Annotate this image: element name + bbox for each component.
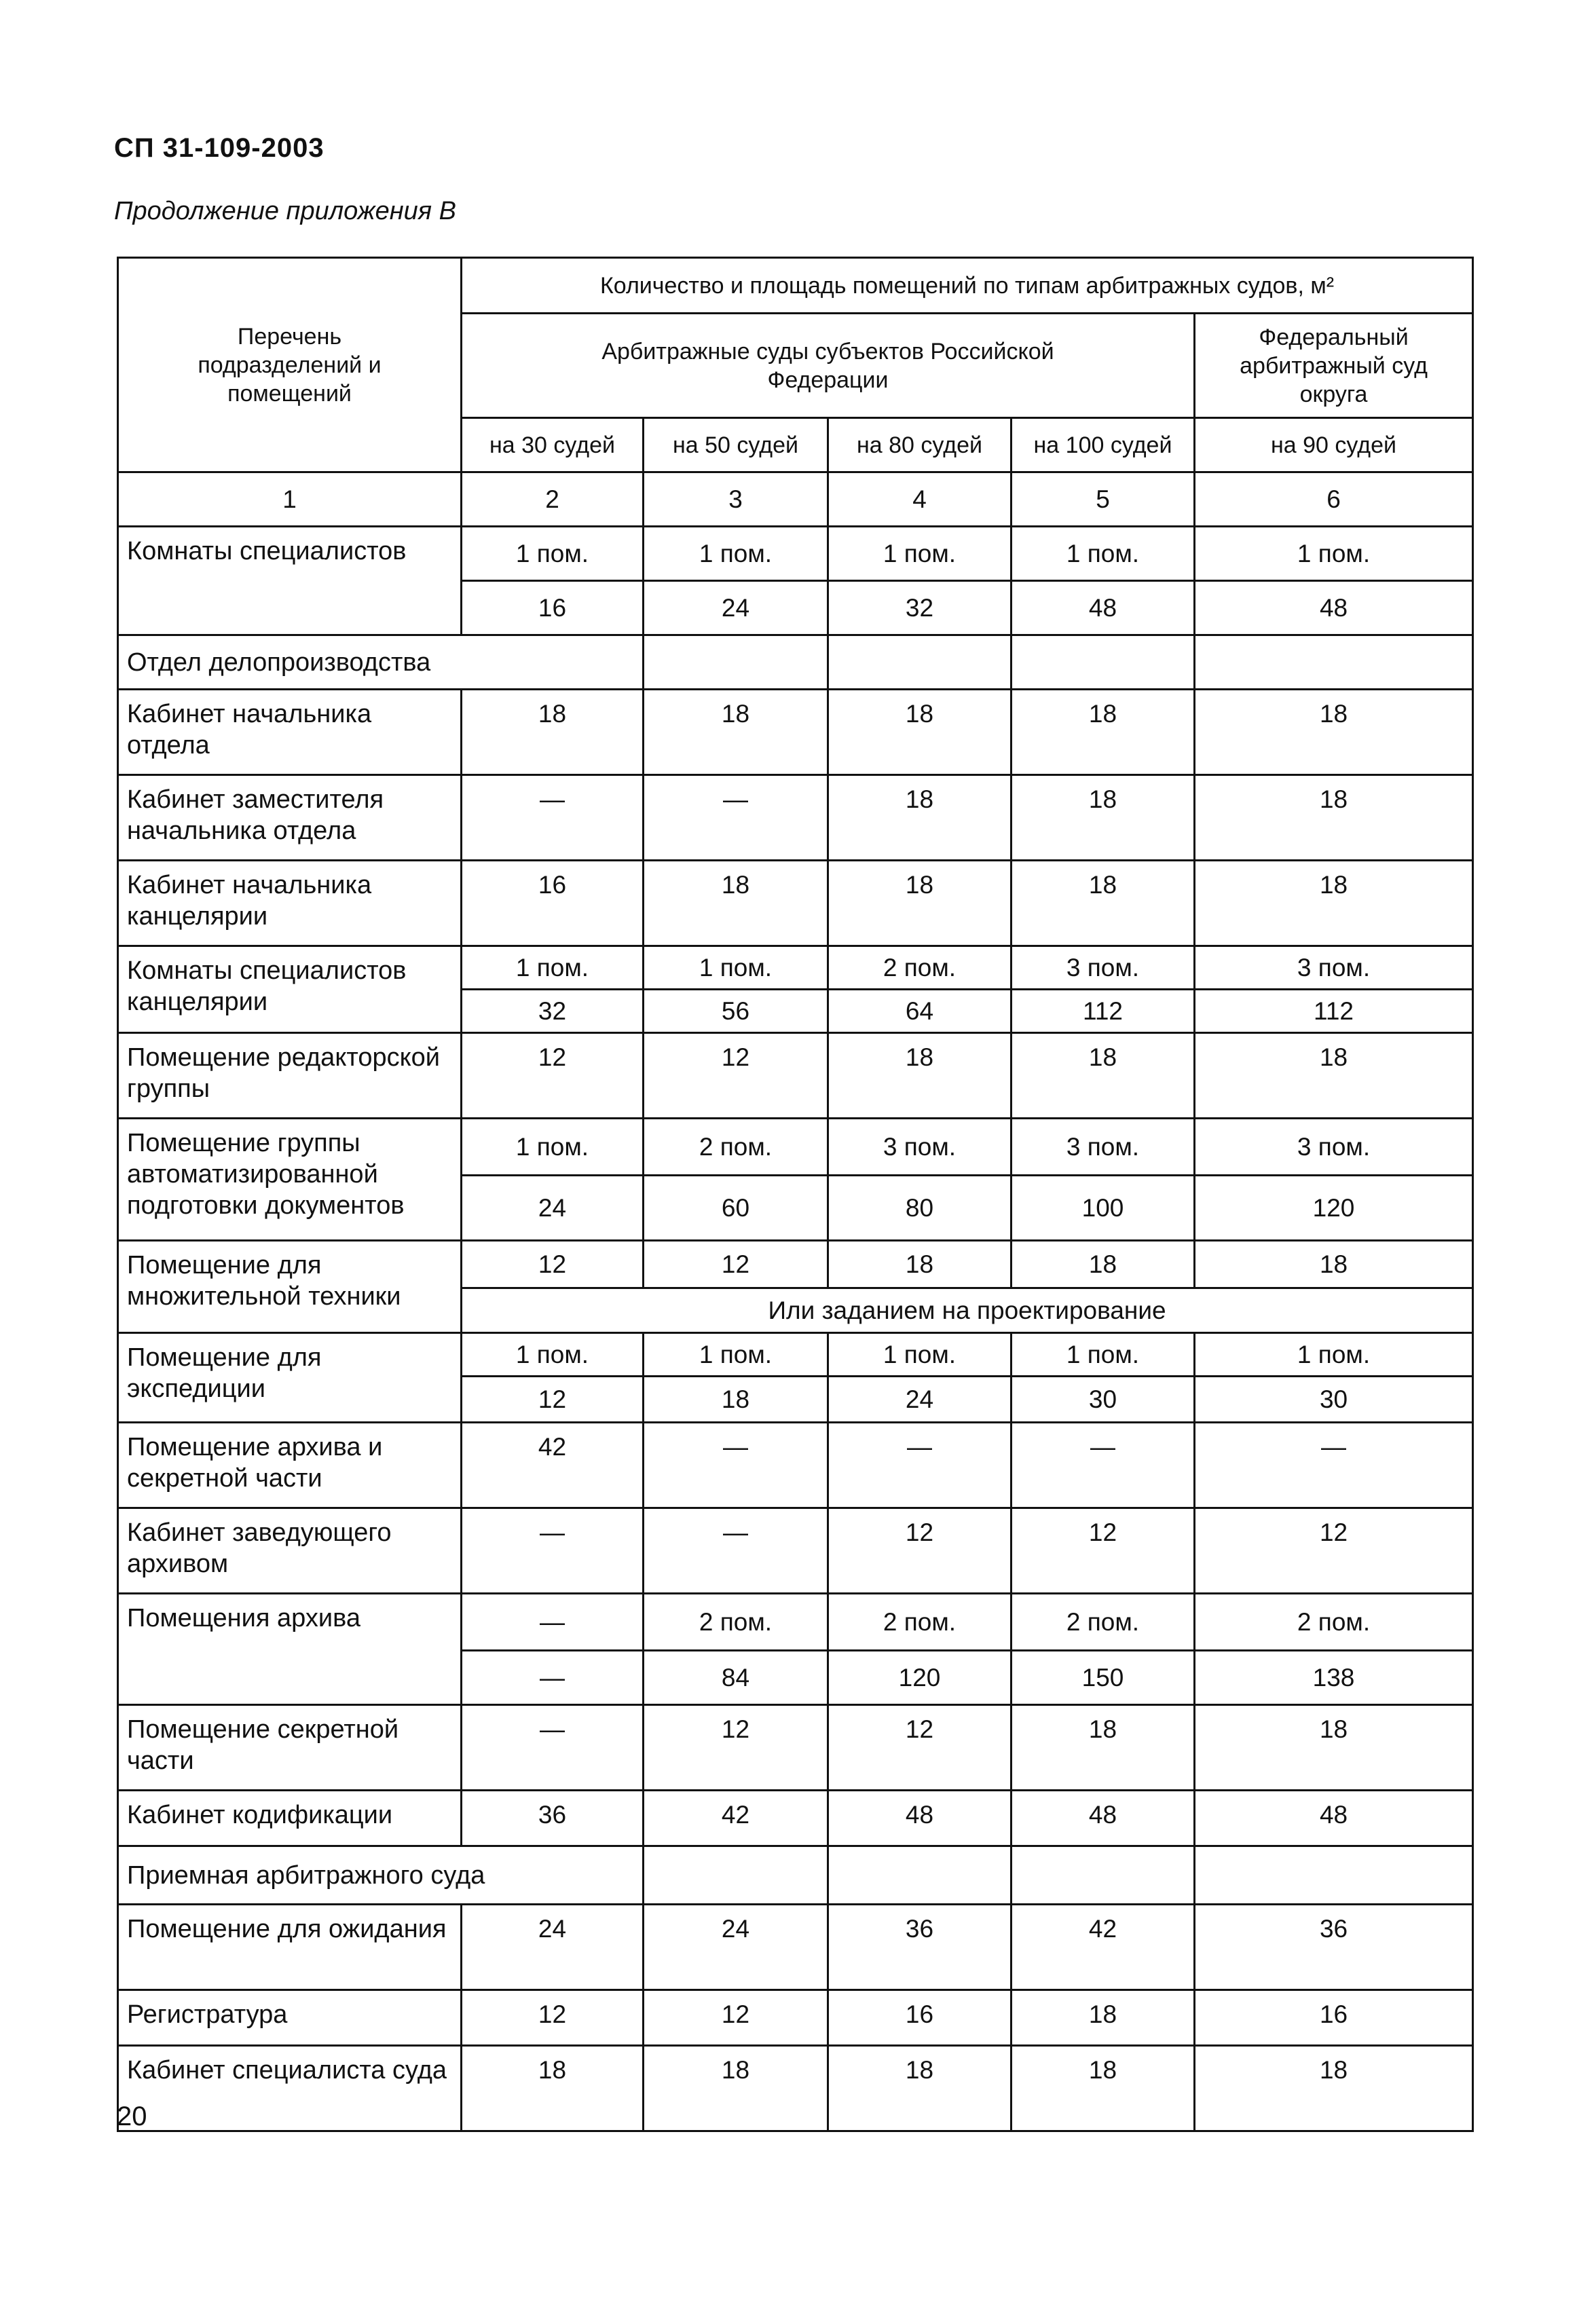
column-number-row bbox=[118, 472, 1473, 527]
table-row bbox=[118, 946, 1473, 990]
value-cell: 18 bbox=[644, 690, 828, 775]
value-cell: 138 bbox=[1195, 1651, 1473, 1705]
value-cell: 24 bbox=[644, 581, 828, 635]
value-cell: 18 bbox=[828, 2046, 1012, 2131]
value-cell: 32 bbox=[462, 990, 644, 1033]
value-cell: 60 bbox=[644, 1176, 828, 1241]
value-cell: 3 пом. bbox=[828, 1119, 1012, 1176]
value-cell: 12 bbox=[462, 1033, 644, 1119]
value-cell: 3 пом. bbox=[1195, 1119, 1473, 1176]
value-cell: 42 bbox=[1012, 1905, 1195, 1990]
table-row bbox=[118, 1119, 1473, 1176]
value-cell: 12 bbox=[644, 1990, 828, 2046]
room-name: Помещение редакторской группы bbox=[118, 1033, 462, 1119]
room-name: Регистратура bbox=[118, 1990, 462, 2046]
value-cell: 2 пом. bbox=[644, 1119, 828, 1176]
value-cell: 16 bbox=[828, 1990, 1012, 2046]
value-cell: — bbox=[644, 1508, 828, 1594]
value-cell: 3 пом. bbox=[1012, 1119, 1195, 1176]
value-cell: 12 bbox=[1195, 1508, 1473, 1594]
value-cell: 42 bbox=[644, 1791, 828, 1846]
value-cell: 24 bbox=[462, 1176, 644, 1241]
value-cell: 18 bbox=[1195, 861, 1473, 946]
value-cell: 12 bbox=[828, 1705, 1012, 1791]
value-cell: 12 bbox=[462, 1377, 644, 1423]
premises-table bbox=[117, 257, 1474, 2132]
value-cell: 18 bbox=[1012, 1033, 1195, 1119]
empty-cell bbox=[828, 1846, 1012, 1905]
empty-cell bbox=[1195, 1846, 1473, 1905]
col1-header: Перечень подразделений и помещений bbox=[118, 258, 462, 472]
empty-cell bbox=[1012, 1846, 1195, 1905]
document-code: СП 31-109-2003 bbox=[114, 133, 324, 163]
room-name: Комнаты специалистов канцелярии bbox=[118, 946, 462, 1033]
table-row bbox=[118, 1423, 1473, 1508]
value-cell: 3 пом. bbox=[1012, 946, 1195, 990]
value-cell: 12 bbox=[828, 1508, 1012, 1594]
room-name: Кабинет специалиста суда bbox=[118, 2046, 462, 2131]
value-cell: 2 пом. bbox=[1012, 1594, 1195, 1651]
value-cell: 24 bbox=[462, 1905, 644, 1990]
col-number: 4 bbox=[828, 472, 1012, 527]
empty-cell bbox=[1195, 635, 1473, 690]
value-cell: — bbox=[462, 775, 644, 861]
subheader-50: на 50 судей bbox=[644, 418, 828, 472]
room-name: Кабинет начальника канцелярии bbox=[118, 861, 462, 946]
col-number: 6 bbox=[1195, 472, 1473, 527]
value-cell: — bbox=[1195, 1423, 1473, 1508]
room-name: Помещение для ожидания bbox=[118, 1905, 462, 1990]
empty-cell bbox=[644, 635, 828, 690]
empty-cell bbox=[462, 1846, 644, 1905]
value-cell: 18 bbox=[1012, 2046, 1195, 2131]
value-cell: 16 bbox=[462, 581, 644, 635]
table-row bbox=[118, 1990, 1473, 2046]
value-cell: 84 bbox=[644, 1651, 828, 1705]
table-row bbox=[118, 527, 1473, 581]
value-cell: — bbox=[1012, 1423, 1195, 1508]
value-cell: 1 пом. bbox=[1195, 1333, 1473, 1377]
value-cell: 24 bbox=[828, 1377, 1012, 1423]
value-cell: 18 bbox=[644, 861, 828, 946]
value-cell: 42 bbox=[462, 1423, 644, 1508]
value-cell: 2 пом. bbox=[828, 1594, 1012, 1651]
value-cell: — bbox=[462, 1508, 644, 1594]
value-cell: 1 пом. bbox=[1012, 527, 1195, 581]
value-cell: 2 пом. bbox=[644, 1594, 828, 1651]
table-row bbox=[118, 1905, 1473, 1990]
subheader-90: на 90 судей bbox=[1195, 418, 1473, 472]
value-cell: 18 bbox=[1012, 690, 1195, 775]
room-name: Помещение группы автоматизированной подготовки документов bbox=[118, 1119, 462, 1241]
group-federal-header: Федеральный арбитражный суд округа bbox=[1195, 314, 1473, 418]
table-row bbox=[118, 690, 1473, 775]
room-name: Комнаты специалистов bbox=[118, 527, 462, 635]
value-cell: 18 bbox=[828, 861, 1012, 946]
value-cell: 32 bbox=[828, 581, 1012, 635]
value-cell: 18 bbox=[462, 2046, 644, 2131]
table-row bbox=[118, 1791, 1473, 1846]
value-cell: 36 bbox=[828, 1905, 1012, 1990]
value-cell: 18 bbox=[1195, 775, 1473, 861]
value-cell: 1 пом. bbox=[828, 1333, 1012, 1377]
section-title: Отдел делопроизводства bbox=[118, 635, 462, 690]
value-cell: 18 bbox=[1012, 1241, 1195, 1288]
value-cell: 18 bbox=[1195, 1033, 1473, 1119]
value-cell: 18 bbox=[828, 775, 1012, 861]
section-row bbox=[118, 1846, 1473, 1905]
value-cell: 1 пом. bbox=[828, 527, 1012, 581]
page-number: 20 bbox=[117, 2102, 147, 2131]
value-cell: 24 bbox=[644, 1905, 828, 1990]
value-cell: — bbox=[828, 1423, 1012, 1508]
section-title: Приемная арбитражного суда bbox=[118, 1846, 462, 1905]
value-cell: 12 bbox=[644, 1241, 828, 1288]
value-cell: 12 bbox=[644, 1705, 828, 1791]
room-name: Помещения архива bbox=[118, 1594, 462, 1705]
value-cell: 18 bbox=[1012, 861, 1195, 946]
room-name: Помещение для экспедиции bbox=[118, 1333, 462, 1423]
empty-cell bbox=[828, 635, 1012, 690]
value-cell: 18 bbox=[1195, 2046, 1473, 2131]
value-cell: 112 bbox=[1195, 990, 1473, 1033]
table-row bbox=[118, 1705, 1473, 1791]
group-subjects-header: Арбитражные суды субъектов Российской Федерации bbox=[462, 314, 1195, 418]
empty-cell bbox=[462, 635, 644, 690]
value-cell: 16 bbox=[462, 861, 644, 946]
empty-cell bbox=[1012, 635, 1195, 690]
value-cell: 48 bbox=[1012, 581, 1195, 635]
value-cell: 18 bbox=[828, 1241, 1012, 1288]
value-cell: 120 bbox=[828, 1651, 1012, 1705]
value-cell: 150 bbox=[1012, 1651, 1195, 1705]
value-cell: 18 bbox=[1012, 1990, 1195, 2046]
value-cell: 12 bbox=[462, 1990, 644, 2046]
section-row bbox=[118, 635, 1473, 690]
value-cell: 1 пом. bbox=[1195, 527, 1473, 581]
value-cell: 56 bbox=[644, 990, 828, 1033]
table-row bbox=[118, 1033, 1473, 1119]
value-cell: — bbox=[644, 1423, 828, 1508]
subheader-80: на 80 судей bbox=[828, 418, 1012, 472]
value-cell: 48 bbox=[1195, 1791, 1473, 1846]
value-cell: 18 bbox=[644, 1377, 828, 1423]
value-cell: 100 bbox=[1012, 1176, 1195, 1241]
value-cell: 3 пом. bbox=[1195, 946, 1473, 990]
value-cell: 18 bbox=[1195, 1241, 1473, 1288]
subheader-100: на 100 судей bbox=[1012, 418, 1195, 472]
top-header: Количество и площадь помещений по типам арбитражных судов, м² bbox=[462, 258, 1473, 314]
table-row bbox=[118, 775, 1473, 861]
value-cell: — bbox=[644, 775, 828, 861]
value-cell: 12 bbox=[462, 1241, 644, 1288]
value-cell: 1 пом. bbox=[644, 946, 828, 990]
room-name: Помещение архива и секретной части bbox=[118, 1423, 462, 1508]
table-row bbox=[118, 2046, 1473, 2131]
value-cell: 112 bbox=[1012, 990, 1195, 1033]
table-row bbox=[118, 1594, 1473, 1651]
value-cell: 1 пом. bbox=[462, 1119, 644, 1176]
value-cell: 1 пом. bbox=[644, 527, 828, 581]
table-row bbox=[118, 1508, 1473, 1594]
value-cell: 48 bbox=[828, 1791, 1012, 1846]
empty-cell bbox=[644, 1846, 828, 1905]
room-name: Кабинет заведующего архивом bbox=[118, 1508, 462, 1594]
value-cell: 64 bbox=[828, 990, 1012, 1033]
room-name: Помещение для множительной техники bbox=[118, 1241, 462, 1333]
value-cell: 48 bbox=[1012, 1791, 1195, 1846]
room-name: Помещение секретной части bbox=[118, 1705, 462, 1791]
room-name: Кабинет кодификации bbox=[118, 1791, 462, 1846]
value-cell: 18 bbox=[1012, 775, 1195, 861]
col-number: 1 bbox=[118, 472, 462, 527]
col-number: 2 bbox=[462, 472, 644, 527]
col-number: 5 bbox=[1012, 472, 1195, 527]
value-cell: 1 пом. bbox=[462, 946, 644, 990]
value-cell: 2 пом. bbox=[828, 946, 1012, 990]
header-row-1 bbox=[118, 258, 1473, 314]
value-cell: 30 bbox=[1012, 1377, 1195, 1423]
value-cell: 1 пом. bbox=[644, 1333, 828, 1377]
room-name: Кабинет заместителя начальника отдела bbox=[118, 775, 462, 861]
value-cell: 12 bbox=[1012, 1508, 1195, 1594]
value-cell: — bbox=[462, 1705, 644, 1791]
value-cell: 18 bbox=[644, 2046, 828, 2131]
table-row bbox=[118, 861, 1473, 946]
value-cell: 30 bbox=[1195, 1377, 1473, 1423]
value-cell: — bbox=[462, 1651, 644, 1705]
col-number: 3 bbox=[644, 472, 828, 527]
subheader-30: на 30 судей bbox=[462, 418, 644, 472]
value-cell: 36 bbox=[462, 1791, 644, 1846]
design-assignment-note: Или заданием на проектирование bbox=[462, 1288, 1473, 1333]
table-row bbox=[118, 1241, 1473, 1288]
value-cell: 120 bbox=[1195, 1176, 1473, 1241]
value-cell: 18 bbox=[1195, 1705, 1473, 1791]
value-cell: — bbox=[462, 1594, 644, 1651]
value-cell: 18 bbox=[1012, 1705, 1195, 1791]
value-cell: 1 пом. bbox=[462, 527, 644, 581]
value-cell: 18 bbox=[828, 690, 1012, 775]
value-cell: 2 пом. bbox=[1195, 1594, 1473, 1651]
value-cell: 80 bbox=[828, 1176, 1012, 1241]
value-cell: 16 bbox=[1195, 1990, 1473, 2046]
value-cell: 48 bbox=[1195, 581, 1473, 635]
value-cell: 36 bbox=[1195, 1905, 1473, 1990]
continuation-caption: Продолжение приложения В bbox=[114, 197, 456, 225]
value-cell: 18 bbox=[1195, 690, 1473, 775]
value-cell: 1 пом. bbox=[1012, 1333, 1195, 1377]
table-row bbox=[118, 1333, 1473, 1377]
value-cell: 12 bbox=[644, 1033, 828, 1119]
value-cell: 18 bbox=[828, 1033, 1012, 1119]
room-name: Кабинет начальника отдела bbox=[118, 690, 462, 775]
value-cell: 1 пом. bbox=[462, 1333, 644, 1377]
value-cell: 18 bbox=[462, 690, 644, 775]
